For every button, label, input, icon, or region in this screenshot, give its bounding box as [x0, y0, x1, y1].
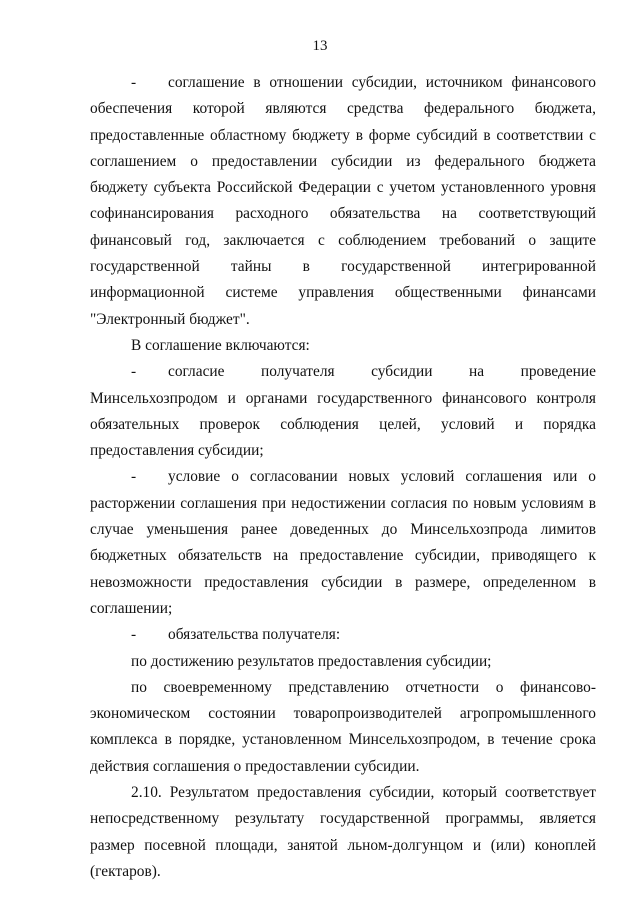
page-number: 13 [312, 38, 328, 54]
list-dash: - [131, 468, 137, 486]
paragraph-recipient-obligations [90, 622, 596, 648]
paragraph-recipient-consent [90, 359, 596, 464]
document-body [90, 70, 596, 885]
paragraph-reporting [90, 675, 596, 780]
paragraph-text: по своевременному представлению отчетности о финансово-экономическом состоянии товаропроизводителей агропромышленного комплекса в порядке, установленном Минсельхозпродом, в течение срока действия соглашения о предоставлении субсидии. [90, 678, 596, 775]
paragraph-text: соглашение в отношении субсидии, источником финансового обеспечения которой являются средства федерального бюджета, предоставленные областному бюджету в форме субсидий в соответствии с соглашением о предоставлении субсидии из федерального бюджета бюджету субъекта Российской Федерации с учетом установленного уровня софинансирования расходного обязательства на соответствующий финансовый год, заключается с соблюдением требований о защите государственной тайны в государственной интегрированной информационной системе управления общественными финансами "Электронный бюджет". [90, 74, 596, 328]
list-dash: - [131, 74, 137, 91]
paragraph-agreement-federal-subsidy [90, 70, 596, 333]
paragraph-text: В соглашение включаются: [131, 336, 310, 354]
paragraph-2-10-result [90, 780, 596, 885]
paragraph-text: согласие получателя субсидии на проведение Минсельхозпродом и органами государственного финансового контроля обязательных проверок соблюдения целей, условий и порядка предоставления субсидии; [90, 363, 596, 460]
list-dash: - [131, 363, 137, 381]
paragraph-new-conditions [90, 464, 596, 622]
paragraph-text: обязательства получателя: [168, 626, 341, 644]
paragraph-text: 2.10. Результатом предоставления субсидии, который соответствует непосредственному результату государственной программы, является размер посевной площади, занятой льном-долгунцом и (или) коноплей (гектаров). [90, 784, 596, 880]
paragraph-text: по достижению результатов предоставления субсидии; [131, 652, 492, 670]
paragraph-agreement-includes [90, 333, 596, 359]
paragraph-results-achievement [90, 649, 596, 675]
paragraph-text: условие о согласовании новых условий соглашения или о расторжении соглашения при недостижении согласия по новым условиям в случае уменьшения ранее доведенных до Минсельхозпрода лимитов бюджетных обязательств на предоставление субсидии, приводящего к невозможности предоставления субсидии в размере, определенном в соглашении; [90, 468, 596, 617]
list-dash: - [131, 626, 137, 644]
